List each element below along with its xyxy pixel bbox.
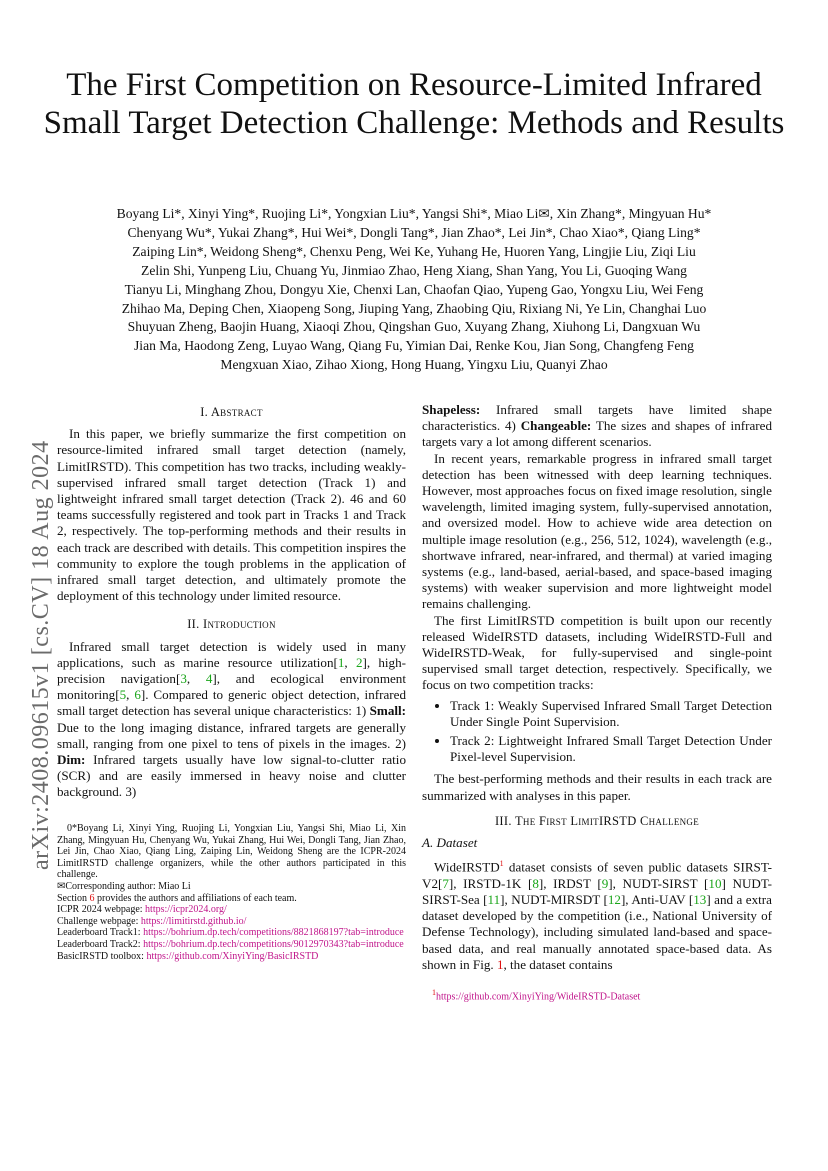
citation-link[interactable]: 2 xyxy=(355,654,363,670)
intro-paragraph-3: The first LimitIRSTD competition is built upon our recently released WideIRSTD datasets, including WideIRSTD-Full and WideIRSTD-Weak, for fully-supervised and single-point supervised small target detection, respectively. Specifically, we focus on two competition tracks: xyxy=(422,612,772,693)
toolbox-url-link[interactable]: https://github.com/XinyiYing/BasicIRSTD xyxy=(146,950,319,962)
footnote-section: Section 6 provides the authors and affiliations of each team. xyxy=(57,892,297,904)
leaderboard1-url-link[interactable]: https://bohrium.dp.tech/competitions/8821868197?tab=introduce xyxy=(143,927,404,939)
dataset-url-link[interactable]: https://github.com/XinyiYing/WideIRSTD-Dataset xyxy=(436,991,641,1003)
introduction-heading: II. Introduction xyxy=(187,617,276,632)
author-line: Boyang Li*, Xinyi Ying*, Ruojing Li*, Yongxian Liu*, Yangsi Shi*, Miao Li✉, Xin Zhang*, Mingyuan Hu* xyxy=(116,206,712,221)
leaderboard2-url-link[interactable]: https://bohrium.dp.tech/competitions/9012970343?tab=introduce xyxy=(143,938,404,950)
citation-link[interactable]: 11 xyxy=(487,892,501,908)
dataset-subheading: A. Dataset xyxy=(422,835,478,851)
footnote-toolbox: BasicIRSTD toolbox: https://github.com/XinyiYing/BasicIRSTD xyxy=(57,950,319,962)
footnote-leaderboard2: Leaderboard Track2: https://bohrium.dp.tech/competitions/9012970343?tab=introduce xyxy=(57,938,404,950)
author-list xyxy=(58,205,770,375)
intro-paragraph-4: The best-performing methods and their results in each track are summarized with analyses in this paper. xyxy=(422,771,772,803)
abstract-text: In this paper, we briefly summarize the first competition on resource-limited infrared small target detection (namely, LimitIRSTD). This competition has two tracks, including weakly-supervised infrared small target detection (Track 1) and lightweight infrared small target detection (Track 2). 46 and 60 teams successfully registered and took part in Tracks 1 and Track 2, respectively. The top-performing methods and their results in each track are described with details. This competition inspires the community to explore the tough problems in the application of infrared small target detection, and ultimately promote the deployment of this technology under limited resource. xyxy=(57,426,406,604)
citation-link[interactable]: 7 xyxy=(442,875,449,891)
citation-link[interactable]: 3 xyxy=(180,671,187,687)
citation-link[interactable]: 10 xyxy=(708,875,722,891)
track-list xyxy=(422,698,772,766)
intro-paragraph-2: In recent years, remarkable progress in infrared small target detection has been witnessed with deep learning techniques. However, most approaches focus on fixed image resolution, single wavelength, limited imaging system, fully-supervised annotation, and oversized model. How to achieve wide area detection on multiple image resolution (e.g., 256, 512, 1024), wavelength (e.g., shortwave infrared, near-infrared, and thermal) at varied imaging systems (e.g., land-based, aerial-based, and space-based imaging systems) with weaker supervision and more lightweight model remains challenging. xyxy=(422,450,772,612)
citation-link[interactable]: 13 xyxy=(693,892,707,908)
paper-title: The First Competition on Resource-Limited Infrared Small Target Detection Challenge: Methods and Results xyxy=(43,67,785,141)
author-line: Shuyuan Zheng, Baojin Huang, Xiaoqi Zhou, Qingshan Guo, Xuyang Zhang, Xiuhong Li, Dangxuan Wu xyxy=(127,319,701,335)
left-column xyxy=(57,402,406,801)
author-line: Zaiping Lin*, Weidong Sheng*, Chenxu Peng, Wei Ke, Yuhang He, Huoren Yang, Lingjie Liu, Ziqi Liu xyxy=(132,243,696,259)
footnotes xyxy=(57,823,406,962)
list-item: • Track 2: Lightweight Infrared Small Target Detection Under Pixel-level Supervision. xyxy=(450,733,772,765)
intro-paragraph-1: Infrared small target detection is widely used in many applications, such as marine resource utilization[1, 2], high-precision navigation[3, 4], and ecological environment monitoring[5, 6]. Compared to generic object detection, infrared small target detection has several unique characteristics: 1) Small: Due to the long imaging distance, infrared targets are generally small, ranging from one pixel to tens of pixels in the images. 2) Dim: Infrared targets usually have low signal-to-clutter ratio (SCR) and are easily immersed in heavy noise and clutter background. 3) xyxy=(57,638,407,800)
citation-link[interactable]: 12 xyxy=(607,892,621,908)
citation-link[interactable]: 5 xyxy=(119,687,127,703)
arxiv-identifier-stamp: arXiv:2408.09615v1 [cs.CV] 18 Aug 2024 xyxy=(28,440,54,870)
author-line: Jian Ma, Haodong Zeng, Luyao Wang, Qiang Fu, Yimian Dai, Renke Kou, Jian Song, Changfeng Feng xyxy=(134,338,694,354)
footnote-marker[interactable]: 1 xyxy=(499,859,504,869)
citation-link[interactable]: 9 xyxy=(601,875,609,891)
footnote-corresponding: ✉Corresponding author: Miao Li xyxy=(57,880,191,892)
author-line: Mengxuan Xiao, Zihao Xiong, Hong Huang, Yingxu Liu, Quanyi Zhao xyxy=(220,357,608,373)
citation-link[interactable]: 6 xyxy=(134,687,141,703)
citation-link[interactable]: 4 xyxy=(205,671,213,687)
author-line: Tianyu Li, Minghang Zhou, Dongyu Xie, Chenxi Lan, Chaofan Qiao, Yupeng Gao, Yongxu Liu, Wei Feng xyxy=(124,281,704,297)
challenge-url-link[interactable]: https://limitirstd.github.io/ xyxy=(140,915,247,927)
dataset-paragraph: WideIRSTD$^1$ dataset consists of seven public datasets SIRST-V2[7], IRSTD-1K [8], IRDST [9], NUDT-SIRST [10] NUDT-SIRST-Sea [11], NUDT-MIRSDT [12], Anti-UAV [13] and a extra dataset developed by the competition (i.e., National University of Defense Technology), including simulated land-based and space-based data, and real manually annotated space-based data. As shown in Fig. 1, the dataset contains xyxy=(422,859,773,972)
footnote-leaderboard1: Leaderboard Track1: https://bohrium.dp.tech/competitions/8821868197?tab=introduce xyxy=(57,927,404,939)
author-line: Zelin Shi, Yunpeng Liu, Chuang Yu, Jinmiao Zhao, Heng Xiang, Shan Yang, You Li, Guoqing Wang xyxy=(141,262,687,278)
right-column xyxy=(422,402,772,973)
abstract-heading: I. Abstract xyxy=(200,405,263,419)
citation-link[interactable]: 8 xyxy=(532,875,539,891)
figure-link[interactable]: 1 xyxy=(496,956,504,972)
icpr-url-link[interactable]: https://icpr2024.org/ xyxy=(145,904,227,916)
footnote-challenge: Challenge webpage: https://limitirstd.github.io/ xyxy=(57,915,247,927)
intro-paragraph-1-cont: Shapeless: Infrared small targets have limited shape characteristics. 4) Changeable: The sizes and shapes of infrared targets vary a lot among different scenarios. xyxy=(422,402,772,450)
challenge-heading: III. The First LimitIRSTD Challenge xyxy=(494,813,700,828)
footnote-organizers: 0*Boyang Li, Xinyi Ying, Ruojing Li, Yongxian Liu, Yangsi Shi, Miao Li, Xin Zhang, Mingyuan Hu, Chenyang Wu, Yukai Zhang, Hui Wei, Dongli Tang, Jian Zhao, Lei Jin, Chao Xiao, Qiang Ling, Zaiping Lin, Weidong Sheng are the ICPR-2024 LimitIRSTD challenge organizers, while the other authors participated in this challenge. xyxy=(57,823,406,881)
section-link[interactable]: 6 xyxy=(89,892,95,904)
author-line: Chenyang Wu*, Yukai Zhang*, Hui Wei*, Dongli Tang*, Jian Zhao*, Lei Jin*, Chao Xiao*, Qiang Ling* xyxy=(127,224,701,240)
footnote-dataset-url: $^1$https://github.com/XinyiYing/WideIRSTD-Dataset xyxy=(432,988,641,1003)
list-item: • Track 1: Weakly Supervised Infrared Small Target Detection Under Single Point Supervision. xyxy=(450,698,772,730)
citation-link[interactable]: 1 xyxy=(337,654,345,670)
author-line: Zhihao Ma, Deping Chen, Xiaopeng Song, Jiuping Yang, Zhaobing Qiu, Rixiang Ni, Ye Lin, Changhai Luo xyxy=(121,300,707,316)
footnote-icpr: ICPR 2024 webpage: https://icpr2024.org/ xyxy=(57,904,227,916)
